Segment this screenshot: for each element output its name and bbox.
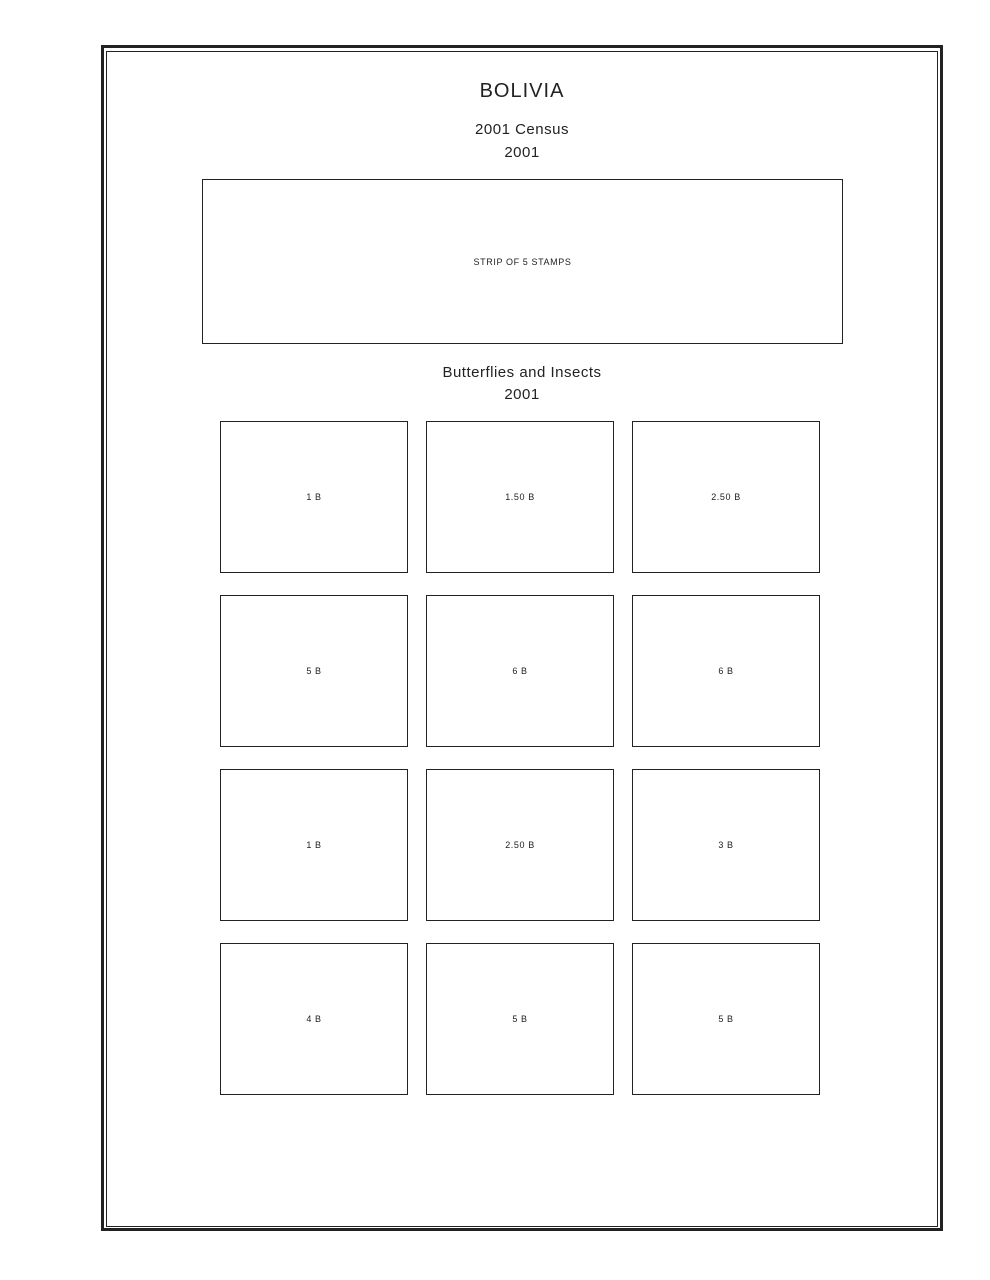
issue-year-butterflies: 2001 [504,386,540,403]
stamp-denomination: 5 B [306,666,322,676]
stamp-denomination: 6 B [718,666,734,676]
stamp-box [632,595,820,747]
stamp-box [426,943,614,1095]
stamp-box [426,769,614,921]
stamp-denomination: 6 B [512,666,528,676]
stamp-denomination: 5 B [718,1014,734,1024]
stamp-box [426,421,614,573]
stamp-box [220,595,408,747]
issue-title-census: 2001 Census [475,121,569,138]
stamp-strip-label: STRIP OF 5 STAMPS [473,256,572,267]
stamp-denomination: 4 B [306,1014,322,1024]
issue-title-butterflies: Butterflies and Insects [442,364,602,381]
stamp-denomination: 5 B [512,1014,528,1024]
stamp-denomination: 3 B [718,840,734,850]
stamp-box [220,769,408,921]
stamp-denomination: 1 B [306,492,322,502]
stamp-denomination: 1 B [306,840,322,850]
stamp-box [220,943,408,1095]
stamp-box [632,943,820,1095]
stamp-strip-box [202,179,843,344]
issue-year-census: 2001 [504,144,540,161]
stamp-box [632,769,820,921]
stamp-box [426,595,614,747]
stamp-grid [220,421,821,1095]
stamp-box [632,421,820,573]
country-title: BOLIVIA [479,80,565,102]
stamp-box [220,421,408,573]
stamp-denomination: 2.50 B [711,492,741,502]
stamp-denomination: 1.50 B [505,492,535,502]
stamp-denomination: 2.50 B [505,840,535,850]
